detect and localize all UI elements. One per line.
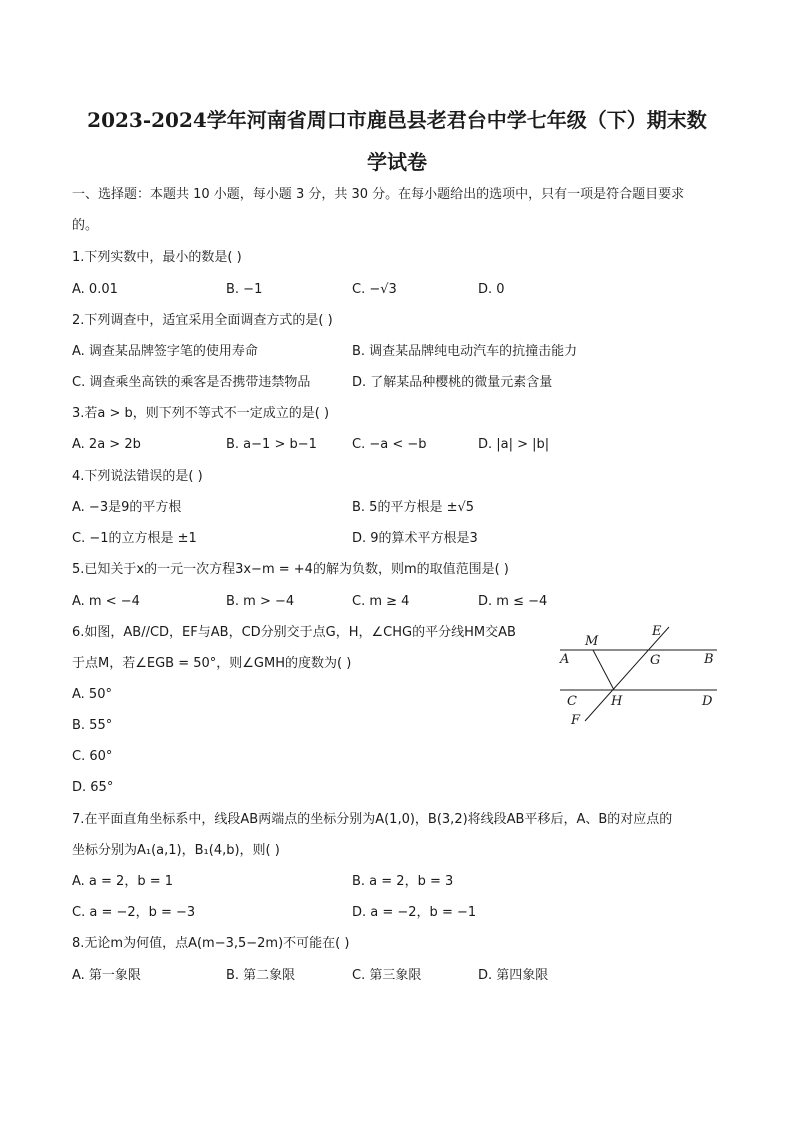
q5-option-b: B. m > −4 [226,594,295,609]
q1-option-d: D. 0 [478,282,505,297]
q1-stem: 1.下列实数中，最小的数是( ) [72,250,242,265]
q8-option-a: A. 第一象限 [72,968,141,983]
q8-option-c: C. 第三象限 [352,968,422,983]
q5-stem: 5.已知关于x的一元一次方程3x−m = +4的解为负数，则m的取值范围是( ) [72,562,509,577]
q5-option-a: A. m < −4 [72,594,140,609]
q8-option-d: D. 第四象限 [478,968,549,983]
page-title-line2: 学试卷 [367,150,427,174]
q2-option-a: A. 调查某品牌签字笔的使用寿命 [72,344,258,359]
q7-option-b: B. a = 2，b = 3 [352,874,454,889]
q5-option-c: C. m ≥ 4 [352,594,410,609]
q2-option-d: D. 了解某品种樱桃的微量元素含量 [352,375,553,390]
q3-option-b: B. a−1 > b−1 [226,437,317,452]
q4-option-b: B. 5的平方根是 ±√5 [352,500,475,515]
q2-option-b: B. 调查某品牌纯电动汽车的抗撞击能力 [352,344,578,359]
q7-stem-cont: 坐标分别为A₁(a,1)，B₁(4,b)，则( ) [72,843,280,858]
q1-option-b: B. −1 [226,282,263,297]
q7-option-c: C. a = −2，b = −3 [72,905,196,920]
q2-option-c: C. 调查乘坐高铁的乘客是否携带违禁物品 [72,375,311,390]
q4-stem: 4.下列说法错误的是( ) [72,469,203,484]
section1-instructions-cont: 的。 [72,218,99,233]
line-hm [593,650,614,690]
q6-option-b: B. 55° [72,718,113,733]
page-title-line1: 2023-2024学年河南省周口市鹿邑县老君台中学七年级（下）期末数 [87,108,707,132]
q7-stem: 7.在平面直角坐标系中，线段AB两端点的坐标分别为A(1,0)，B(3,2)将线段AB平移后，A、B的对应点的 [72,812,673,827]
q1-option-a: A. 0.01 [72,282,118,297]
q6-option-c: C. 60° [72,749,113,764]
label-m: M [585,634,599,649]
label-h: H [611,694,623,709]
q3-option-c: C. −a < −b [352,437,427,452]
label-e: E [652,624,662,639]
q5-option-d: D. m ≤ −4 [478,594,548,609]
q6-geometry-diagram [555,620,725,730]
q6-stem: 6.如图，AB//CD，EF与AB，CD分别交于点G，H，∠CHG的平分线HM交AB [72,625,516,640]
q8-option-b: B. 第二象限 [226,968,296,983]
q6-stem-cont: 于点M，若∠EGB = 50°，则∠GMH的度数为( ) [72,656,352,671]
q3-stem: 3.若a > b，则下列不等式不一定成立的是( ) [72,406,330,421]
q7-option-a: A. a = 2，b = 1 [72,874,174,889]
label-g: G [650,653,661,668]
label-a: A [560,652,570,667]
q4-option-d: D. 9的算术平方根是3 [352,531,478,546]
label-d: D [702,694,713,709]
label-c: C [567,694,577,709]
q8-stem: 8.无论m为何值，点A(m−3,5−2m)不可能在( ) [72,936,350,951]
q3-option-d: D. |a| > |b| [478,437,550,452]
q2-stem: 2.下列调查中，适宜采用全面调查方式的是( ) [72,313,333,328]
section1-instructions: 一、选择题：本题共 10 小题，每小题 3 分，共 30 分。在每小题给出的选项中，只有一项是符合题目要求 [72,187,685,202]
q6-option-d: D. 65° [72,780,114,795]
label-f: F [571,713,581,728]
q4-option-c: C. −1的立方根是 ±1 [72,531,197,546]
q1-option-c: C. −√3 [352,282,397,297]
q6-option-a: A. 50° [72,687,112,702]
q4-option-a: A. −3是9的平方根 [72,500,182,515]
q7-option-d: D. a = −2，b = −1 [352,905,477,920]
q3-option-a: A. 2a > 2b [72,437,141,452]
label-b: B [704,652,714,667]
